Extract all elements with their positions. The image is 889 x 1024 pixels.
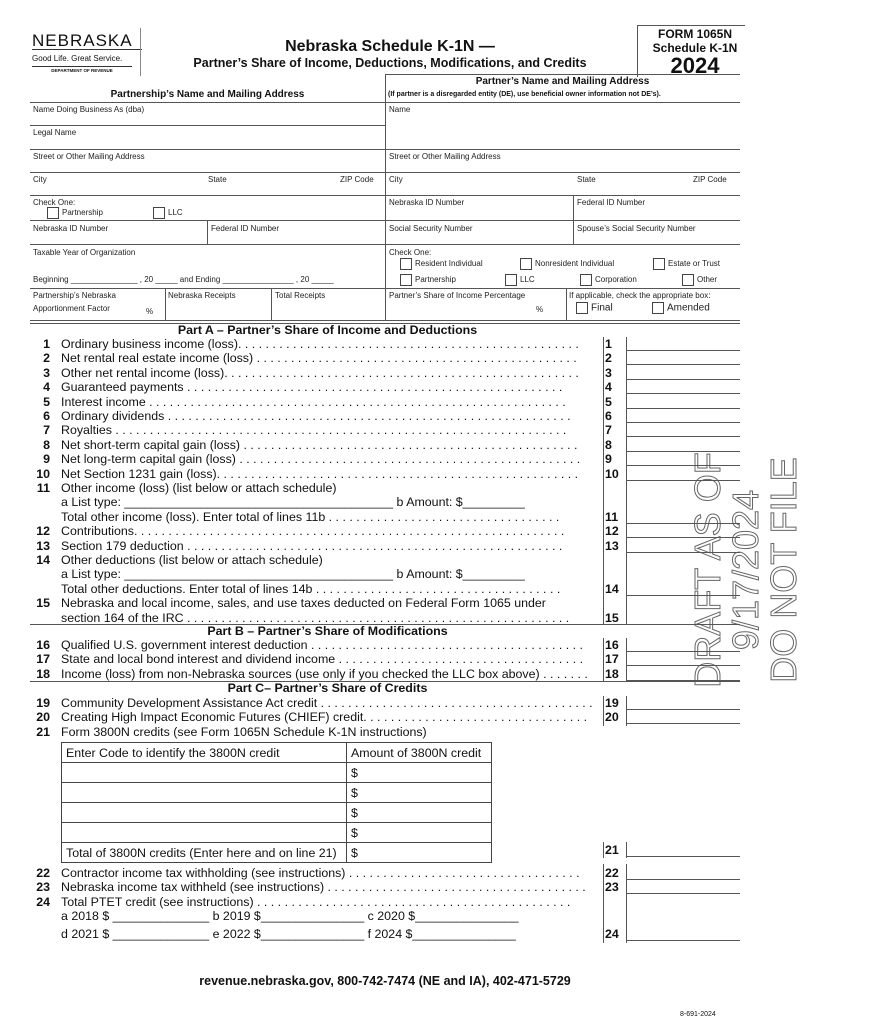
credit-code-input[interactable] xyxy=(62,823,347,843)
line-description: Total other income (loss). Enter total of lines 11b . . . . . . . . . . . . . . . . . . . . . . . . . . . . . . . . . . xyxy=(61,509,560,524)
credit-amount-input[interactable] xyxy=(347,803,492,823)
logo-dept: DEPARTMENT OF REVENUE xyxy=(32,66,132,73)
final-checkbox[interactable] xyxy=(576,302,613,314)
line-description: Form 3800N credits (see Form 1065N Schedule K-1N instructions) xyxy=(61,724,427,739)
tax-year-label: Taxable Year of Organization xyxy=(33,248,136,257)
line-description: Community Development Assistance Act credit . . . . . . . . . . . . . . . . . . . . . . . . . . . . . . . . . . . . . . . . xyxy=(61,696,593,710)
amount-input[interactable] xyxy=(626,524,740,538)
fed-id-label: Federal ID Number xyxy=(211,224,280,233)
credit-code-input[interactable] xyxy=(62,783,347,803)
part-a-line-10 xyxy=(0,467,770,481)
credit-amount-input[interactable] xyxy=(347,783,492,803)
partner-check-one: Check One: xyxy=(389,248,432,257)
line-number: 4 xyxy=(43,380,50,395)
line-description: Section 179 deduction . . . . . . . . . . . . . . . . . . . . . . . . . . . . . . . . . . . . . . . . . . . . . . . . . . . . . . . xyxy=(61,538,563,553)
amount-input[interactable] xyxy=(626,710,740,724)
line-description: section 164 of the IRC . . . . . . . . . . . . . . . . . . . . . . . . . . . . . . . . . . . . . . . . . . . . . . . . . . . . . . . . xyxy=(61,610,570,625)
amended-label: Amended xyxy=(667,302,710,314)
line-description: Nebraska income tax withheld (see instructions) . . . . . . . . . . . . . . . . . . . . . . . . . . . . . . . . . . . . . . xyxy=(61,880,586,895)
line-description: Contractor income tax withholding (see instructions) . . . . . . . . . . . . . . . . . . . . . . . . . . . . . . . . . . xyxy=(61,866,580,880)
amount-input[interactable] xyxy=(626,395,740,409)
partner-state-label: State xyxy=(577,175,596,184)
final-label: Final xyxy=(591,302,613,314)
code-column-header: Enter Code to identify the 3800N credit xyxy=(62,743,347,763)
credit-code-input[interactable] xyxy=(62,803,347,823)
line-description: Other deductions (list below or attach schedule) xyxy=(61,553,323,567)
line-box-number: 13 xyxy=(605,538,619,553)
partner-llc-checkbox[interactable] xyxy=(505,274,535,286)
line-box-number: 5 xyxy=(605,394,612,409)
credit-amount-input[interactable] xyxy=(347,763,492,783)
schedule-name: Schedule K-1N xyxy=(652,41,738,55)
line-description: Ordinary dividends . . . . . . . . . . . . . . . . . . . . . . . . . . . . . . . . . . . . . . . . . . . . . . . . . . . . . . . . . . . xyxy=(61,409,571,423)
part-a-line-6 xyxy=(0,409,770,423)
checkbox-icon xyxy=(653,258,665,270)
line-number: 20 xyxy=(36,710,50,725)
apportion-label-1: Partnership’s Nebraska xyxy=(33,291,117,300)
line-box-number: 8 xyxy=(605,437,612,452)
ptet-row1-line xyxy=(0,909,770,923)
line-box-number: 1 xyxy=(605,337,612,351)
part-c-title: Part C– Partner’s Share of Credits xyxy=(227,681,428,695)
amount-input[interactable] xyxy=(626,638,740,652)
line-number: 9 xyxy=(43,452,50,467)
line-description: a 2018 $ ______________ b 2019 $_______________ c 2020 $_______________ xyxy=(61,909,519,923)
amount-input[interactable] xyxy=(626,582,740,596)
llc-type-checkbox[interactable] xyxy=(153,207,183,219)
tax-year: 2024 xyxy=(670,53,720,78)
line-description: Total other deductions. Enter total of lines 14b . . . . . . . . . . . . . . . . . . . . . . . . . . . . . . . . . . . . xyxy=(61,581,561,596)
line-description: Net short-term capital gain (loss) . . . . . . . . . . . . . . . . . . . . . . . . . . . . . . . . . . . . . . . . . . . . . . . . . xyxy=(61,437,578,452)
dollar-sign: $ xyxy=(351,825,358,840)
amount-input[interactable] xyxy=(626,409,740,423)
part-b-line-18 xyxy=(0,667,770,681)
partner-heading: Partner’s Name and Mailing Address xyxy=(475,76,650,87)
amount-input[interactable] xyxy=(626,366,740,380)
footer-contact: revenue.nebraska.gov, 800-742-7474 (NE and IA), 402-471-5729 xyxy=(199,974,571,988)
credit-total-input[interactable] xyxy=(347,843,492,863)
line-box-number: 12 xyxy=(605,524,619,539)
line-box-number: 21 xyxy=(605,843,619,857)
checkbox-icon xyxy=(400,258,412,270)
partner-note: (If partner is a disregarded entity (DE), use beneficial owner information not DE’s). xyxy=(388,91,661,98)
line-box-number: 18 xyxy=(605,666,619,681)
line-number: 7 xyxy=(43,423,50,438)
line-description: a List type: _______________________________________ b Amount: $_________ xyxy=(61,495,525,510)
street-label: Street or Other Mailing Address xyxy=(33,152,145,161)
line-description: Qualified U.S. government interest deduction . . . . . . . . . . . . . . . . . . . . . . . . . . . . . . . . . . . . . . . . xyxy=(61,638,583,652)
line-box-number: 10 xyxy=(605,466,619,481)
ne-receipts-label: Nebraska Receipts xyxy=(168,291,236,300)
watermark-line2: DO NOT FILE xyxy=(763,457,804,683)
part-b-line-17 xyxy=(0,652,770,666)
partner-zip-label: ZIP Code xyxy=(693,175,727,184)
line-number: 24 xyxy=(36,894,50,909)
line-number: 11 xyxy=(36,481,50,495)
part-a-line-14 xyxy=(0,553,770,567)
nonresident-checkbox[interactable] xyxy=(520,258,614,270)
part-a-line-1 xyxy=(0,337,770,351)
partnership-heading: Partnership’s Name and Mailing Address xyxy=(110,89,305,100)
amount-input[interactable] xyxy=(626,510,740,524)
line-description: Guaranteed payments . . . . . . . . . . . . . . . . . . . . . . . . . . . . . . . . . . . . . . . . . . . . . . . . . . . . . . . xyxy=(61,380,563,395)
amount-input[interactable] xyxy=(626,423,740,437)
share-pct-label: Partner’s Share of Income Percentage xyxy=(389,291,526,300)
part-b-title: Part B – Partner’s Share of Modifications xyxy=(207,624,448,638)
part-a-line-12 xyxy=(0,524,770,538)
state-label: State xyxy=(208,175,227,184)
line-number: 19 xyxy=(36,696,50,710)
spouse-ssn-label: Spouse’s Social Security Number xyxy=(577,224,696,233)
line-description: State and local bond interest and dividend income . . . . . . . . . . . . . . . . . . . . . . . . . . . . . . . . . . . . xyxy=(61,652,584,667)
part-c-line-19 xyxy=(0,696,770,710)
nonresident-label: Nonresident Individual xyxy=(535,259,615,269)
corporation-label: Corporation xyxy=(595,275,637,285)
dollar-sign: $ xyxy=(351,805,358,820)
line-box-number: 14 xyxy=(605,581,619,596)
part-c-line-20 xyxy=(0,710,770,724)
amount-input[interactable] xyxy=(626,467,740,481)
part-a-line xyxy=(0,582,770,596)
line-box-number: 7 xyxy=(605,423,612,438)
line-description: Creating High Impact Economic Futures (CHIEF) credit. . . . . . . . . . . . . . . . . . . . . . . . . . . . . . . . . xyxy=(61,710,588,725)
line-description: Royalties . . . . . . . . . . . . . . . . . . . . . . . . . . . . . . . . . . . . . . . . . . . . . . . . . . . . . . . . . . . . . . . . . . xyxy=(61,423,567,438)
line-box-number: 2 xyxy=(605,351,612,366)
page-subtitle: Partner’s Share of Income, Deductions, Modifications, and Credits xyxy=(193,56,587,70)
total-receipts-label: Total Receipts xyxy=(275,291,326,300)
amount-input[interactable] xyxy=(626,880,740,894)
line-box-number: 22 xyxy=(605,866,619,880)
line-description: Other income (loss) (list below or attach schedule) xyxy=(61,481,337,495)
amount-input[interactable] xyxy=(626,351,740,365)
part-a-line-13 xyxy=(0,539,770,553)
watermark-line1: DRAFT AS OF 9/17/2024 xyxy=(687,452,766,688)
line-number: 15 xyxy=(36,596,50,611)
line-number: 10 xyxy=(36,466,50,481)
corporation-checkbox[interactable] xyxy=(580,274,637,286)
partner-partnership-checkbox[interactable] xyxy=(400,274,456,286)
line-number: 6 xyxy=(43,409,50,423)
amount-input[interactable] xyxy=(626,611,740,625)
line-number: 8 xyxy=(43,437,50,452)
amount-input[interactable] xyxy=(626,337,740,351)
line-box-number: 19 xyxy=(605,696,619,710)
line-number: 23 xyxy=(36,880,50,895)
zip-label: ZIP Code xyxy=(340,175,374,184)
dollar-sign: $ xyxy=(351,845,358,860)
apportion-label-2: Apportionment Factor xyxy=(33,304,110,313)
line-box-number: 11 xyxy=(605,509,619,524)
ssn-label: Social Security Number xyxy=(389,224,473,233)
form-code: 8-691-2024 xyxy=(680,1011,716,1018)
line-box-number: 15 xyxy=(605,610,619,625)
partner-city-label: City xyxy=(389,175,403,184)
amount-input[interactable] xyxy=(626,438,740,452)
line-number: 22 xyxy=(36,866,50,880)
line-description: Total PTET credit (see instructions) . . . . . . . . . . . . . . . . . . . . . . . . . . . . . . . . . . . . . . . . . . . . . . xyxy=(61,894,571,909)
part-a-line-8 xyxy=(0,438,770,452)
line-box-number: 20 xyxy=(605,710,619,725)
line-description: Net rental real estate income (loss) . . . . . . . . . . . . . . . . . . . . . . . . . . . . . . . . . . . . . . . . . . . . . . . xyxy=(61,351,577,366)
part-c-line-24 xyxy=(0,895,770,909)
check-one-label: Check One: xyxy=(33,198,76,207)
amount-input[interactable] xyxy=(626,380,740,394)
line-number: 13 xyxy=(36,538,50,553)
partnership-option-label: Partnership xyxy=(62,208,103,218)
part-a-line-2 xyxy=(0,351,770,365)
part-a-line-4 xyxy=(0,380,770,394)
part-a-line-3 xyxy=(0,366,770,380)
part-a-line-5 xyxy=(0,395,770,409)
part-a-line xyxy=(0,567,770,581)
partner-ne-id-label: Nebraska ID Number xyxy=(389,198,465,207)
line-box-number: 6 xyxy=(605,409,612,423)
amended-checkbox[interactable] xyxy=(652,302,710,314)
resident-label: Resident Individual xyxy=(415,259,483,269)
checkbox-icon xyxy=(580,274,592,286)
line-description: d 2021 $ ______________ e 2022 $_______________ f 2024 $_______________ xyxy=(61,927,516,941)
share-pct-sign: % xyxy=(536,305,544,314)
line-number: 16 xyxy=(36,638,50,652)
part-a-line-7 xyxy=(0,423,770,437)
partner-street-label: Street or Other Mailing Address xyxy=(389,152,501,161)
partnership-type-checkbox[interactable] xyxy=(47,207,103,219)
line-number: 14 xyxy=(36,553,50,567)
amount-input[interactable] xyxy=(626,927,740,941)
partner-name-label: Name xyxy=(389,105,411,114)
line-description: Contributions. . . . . . . . . . . . . . . . . . . . . . . . . . . . . . . . . . . . . . . . . . . . . . . . . . . . . . . . . . . . . . . xyxy=(61,524,565,539)
dba-label: Name Doing Business As (dba) xyxy=(33,105,145,114)
line-number: 3 xyxy=(43,365,50,380)
line-box-number: 9 xyxy=(605,452,612,467)
checkbox-icon xyxy=(682,274,694,286)
line-description: Net Section 1231 gain (loss). . . . . . . . . . . . . . . . . . . . . . . . . . . . . . . . . . . . . . . . . . . . . . . . . . . . . xyxy=(61,466,579,481)
checkbox-icon xyxy=(47,207,59,219)
dollar-sign: $ xyxy=(351,765,358,780)
other-label: Other xyxy=(697,275,718,285)
line-number: 21 xyxy=(36,724,50,739)
tax-year-range: Beginning _______________ , 20 _____ and Ending ________________ , 20 _____ xyxy=(33,275,334,284)
amount-input[interactable] xyxy=(626,843,740,857)
ne-id-label: Nebraska ID Number xyxy=(33,224,109,233)
credit-total-label: Total of 3800N credits (Enter here and on line 21) xyxy=(62,843,347,863)
part-a-line xyxy=(0,495,770,509)
part-a-line xyxy=(0,611,770,625)
line-number: 12 xyxy=(36,524,50,539)
line-number: 18 xyxy=(36,666,50,681)
credit-amount-input[interactable] xyxy=(347,823,492,843)
ptet-row2-line xyxy=(0,927,770,941)
line-box-number: 24 xyxy=(605,927,619,941)
applicable-label: If applicable, check the appropriate box: xyxy=(569,291,711,300)
line-box-number: 3 xyxy=(605,365,612,380)
partner-llc-label: LLC xyxy=(520,275,535,285)
page-title: Nebraska Schedule K-1N — xyxy=(285,38,495,55)
checkbox-icon xyxy=(153,207,165,219)
line-description: Nebraska and local income, sales, and use taxes deducted on Federal Form 1065 under xyxy=(61,596,546,611)
estate-label: Estate or Trust xyxy=(668,259,721,269)
nebraska-logo xyxy=(32,32,142,77)
resident-checkbox[interactable] xyxy=(400,258,483,270)
line-number: 17 xyxy=(36,652,50,667)
part-c-line-21 xyxy=(0,725,770,739)
amount-input[interactable] xyxy=(626,866,740,880)
dollar-sign: $ xyxy=(351,785,358,800)
checkbox-icon xyxy=(400,274,412,286)
line-description: Income (loss) from non-Nebraska sources (use only if you checked the LLC box above) . . . . . . . xyxy=(61,666,588,681)
part-c-line-23 xyxy=(0,880,770,894)
apportion-pct: % xyxy=(146,307,154,316)
form-number: FORM 1065N xyxy=(657,27,733,41)
part-a-line-9 xyxy=(0,452,770,466)
line-number: 5 xyxy=(43,394,50,409)
line-description: Other net rental income (loss). . . . . . . . . . . . . . . . . . . . . . . . . . . . . . . . . . . . . . . . . . . . . . . . . . . . xyxy=(61,365,579,380)
amount-column-header: Amount of 3800N credit xyxy=(347,743,492,763)
part-a-line-15 xyxy=(0,596,770,610)
city-label: City xyxy=(33,175,47,184)
logo-tagline: Good Life. Great Service. xyxy=(32,54,123,63)
other-checkbox[interactable] xyxy=(682,274,717,286)
line-number: 1 xyxy=(43,337,50,351)
credit-code-input[interactable] xyxy=(62,763,347,783)
line-box-number: 23 xyxy=(605,880,619,895)
checkbox-icon xyxy=(576,302,588,314)
line-description: Ordinary business income (loss). . . . . . . . . . . . . . . . . . . . . . . . . . . . . . . . . . . . . . . . . . . . . . . . . . xyxy=(61,337,579,351)
llc-option-label: LLC xyxy=(168,208,183,218)
partner-partnership-label: Partnership xyxy=(415,275,456,285)
part-c-line-22 xyxy=(0,866,770,880)
part-a-line xyxy=(0,510,770,524)
line-box-number: 16 xyxy=(605,638,619,652)
line-description: Interest income . . . . . . . . . . . . . . . . . . . . . . . . . . . . . . . . . . . . . . . . . . . . . . . . . . . . . . . . . . . . . xyxy=(61,394,566,409)
line-description: a List type: _______________________________________ b Amount: $_________ xyxy=(61,567,525,582)
amount-input[interactable] xyxy=(626,539,740,553)
line-box-number: 4 xyxy=(605,380,612,395)
line-box-number: 17 xyxy=(605,652,619,667)
amount-input[interactable] xyxy=(626,696,740,710)
amount-input[interactable] xyxy=(626,667,740,681)
checkbox-icon xyxy=(652,302,664,314)
line-description: Net long-term capital gain (loss) . . . . . . . . . . . . . . . . . . . . . . . . . . . . . . . . . . . . . . . . . . . . . . . . . . xyxy=(61,452,581,467)
line-number: 2 xyxy=(43,351,50,366)
credit-3800n-table xyxy=(61,742,492,863)
legal-name-label: Legal Name xyxy=(33,128,77,137)
checkbox-icon xyxy=(505,274,517,286)
logo-title: NEBRASKA xyxy=(32,32,142,50)
amount-input[interactable] xyxy=(626,652,740,666)
amount-input[interactable] xyxy=(626,452,740,466)
checkbox-icon xyxy=(520,258,532,270)
part-a-line-11 xyxy=(0,481,770,495)
estate-checkbox[interactable] xyxy=(653,258,720,270)
partner-fed-id-label: Federal ID Number xyxy=(577,198,646,207)
part-a-title: Part A – Partner’s Share of Income and Deductions xyxy=(177,323,478,337)
part-b-line-16 xyxy=(0,638,770,652)
